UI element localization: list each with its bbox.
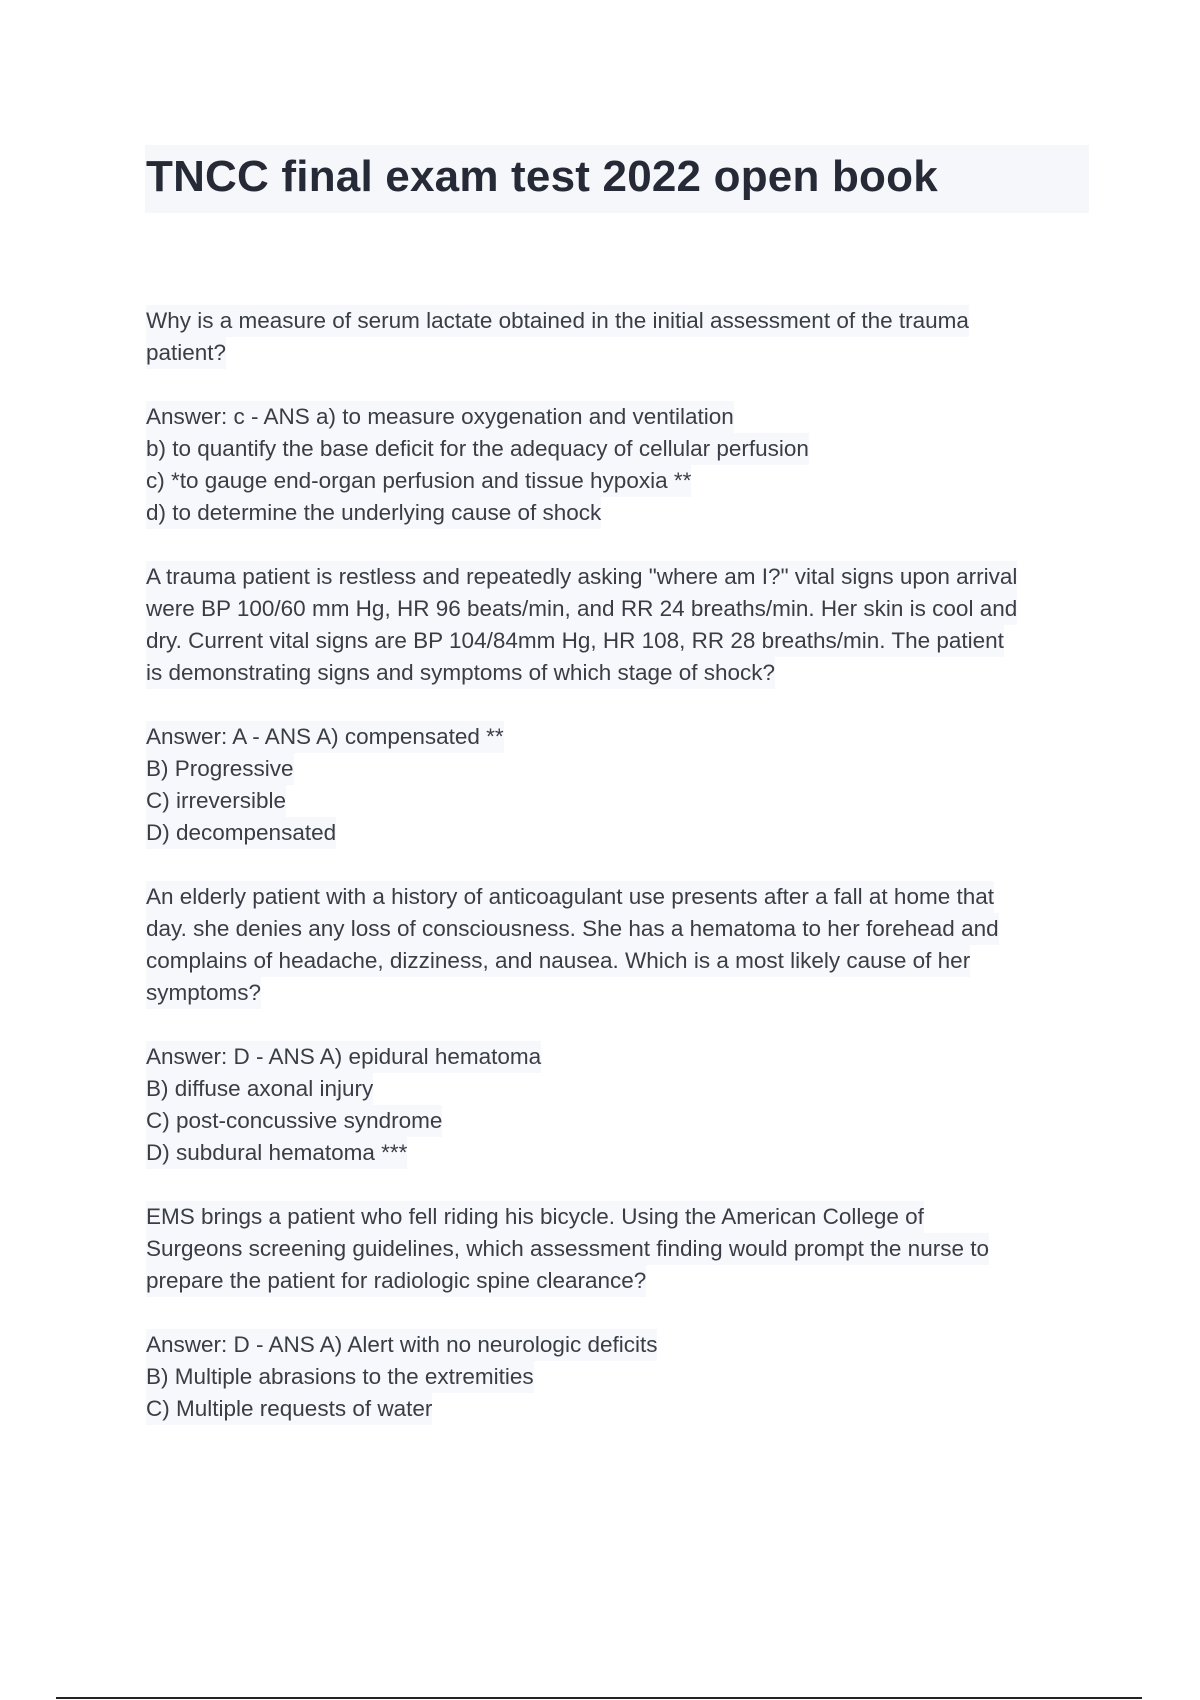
- question-line: symptoms?: [146, 977, 261, 1009]
- answer-line: d) to determine the underlying cause of shock: [146, 497, 601, 529]
- question-line: An elderly patient with a history of anticoagulant use presents after a fall at home that: [146, 881, 994, 913]
- question-line: EMS brings a patient who fell riding his bicycle. Using the American College of: [146, 1201, 924, 1233]
- qa-item: [146, 305, 1091, 529]
- page-title: TNCC final exam test 2022 open book: [146, 152, 938, 201]
- answer-line: b) to quantify the base deficit for the adequacy of cellular perfusion: [146, 433, 809, 465]
- question-line: day. she denies any loss of consciousness. She has a hematoma to her forehead and: [146, 913, 999, 945]
- answer-line: Answer: D - ANS A) Alert with no neurologic deficits: [146, 1329, 657, 1361]
- answer-line: B) diffuse axonal injury: [146, 1073, 373, 1105]
- answer-line: D) decompensated: [146, 817, 336, 849]
- question-line: Why is a measure of serum lactate obtained in the initial assessment of the trauma: [146, 305, 969, 337]
- question-line: A trauma patient is restless and repeatedly asking "where am I?" vital signs upon arrival: [146, 561, 1017, 593]
- question-line: patient?: [146, 337, 226, 369]
- answer-line: B) Multiple abrasions to the extremities: [146, 1361, 534, 1393]
- qa-item: [146, 561, 1091, 849]
- answer-line: c) *to gauge end-organ perfusion and tissue hypoxia **: [146, 465, 691, 497]
- answer: [146, 401, 1091, 529]
- question: [146, 1201, 1091, 1297]
- answer-line: D) subdural hematoma ***: [146, 1137, 407, 1169]
- answer-line: Answer: A - ANS A) compensated **: [146, 721, 504, 753]
- answer-line: C) post-concussive syndrome: [146, 1105, 442, 1137]
- answer-line: C) Multiple requests of water: [146, 1393, 432, 1425]
- answer-line: Answer: c - ANS a) to measure oxygenation and ventilation: [146, 401, 734, 433]
- question-line: prepare the patient for radiologic spine clearance?: [146, 1265, 646, 1297]
- answer: [146, 1041, 1091, 1169]
- question: [146, 561, 1091, 689]
- question: [146, 305, 1091, 369]
- question-line: were BP 100/60 mm Hg, HR 96 beats/min, and RR 24 breaths/min. Her skin is cool and: [146, 593, 1017, 625]
- answer-line: Answer: D - ANS A) epidural hematoma: [146, 1041, 541, 1073]
- question-line: Surgeons screening guidelines, which assessment finding would prompt the nurse to: [146, 1233, 989, 1265]
- question-line: is demonstrating signs and symptoms of which stage of shock?: [146, 657, 775, 689]
- answer: [146, 1329, 1091, 1425]
- question-line: complains of headache, dizziness, and nausea. Which is a most likely cause of her: [146, 945, 970, 977]
- qa-item: [146, 1201, 1091, 1425]
- qa-item: [146, 881, 1091, 1169]
- question-line: dry. Current vital signs are BP 104/84mm Hg, HR 108, RR 28 breaths/min. The patient: [146, 625, 1004, 657]
- answer-line: B) Progressive: [146, 753, 294, 785]
- footer-divider: [56, 1697, 1142, 1699]
- answer-line: C) irreversible: [146, 785, 286, 817]
- answer: [146, 721, 1091, 849]
- question: [146, 881, 1091, 1009]
- qa-content: [146, 305, 1091, 1457]
